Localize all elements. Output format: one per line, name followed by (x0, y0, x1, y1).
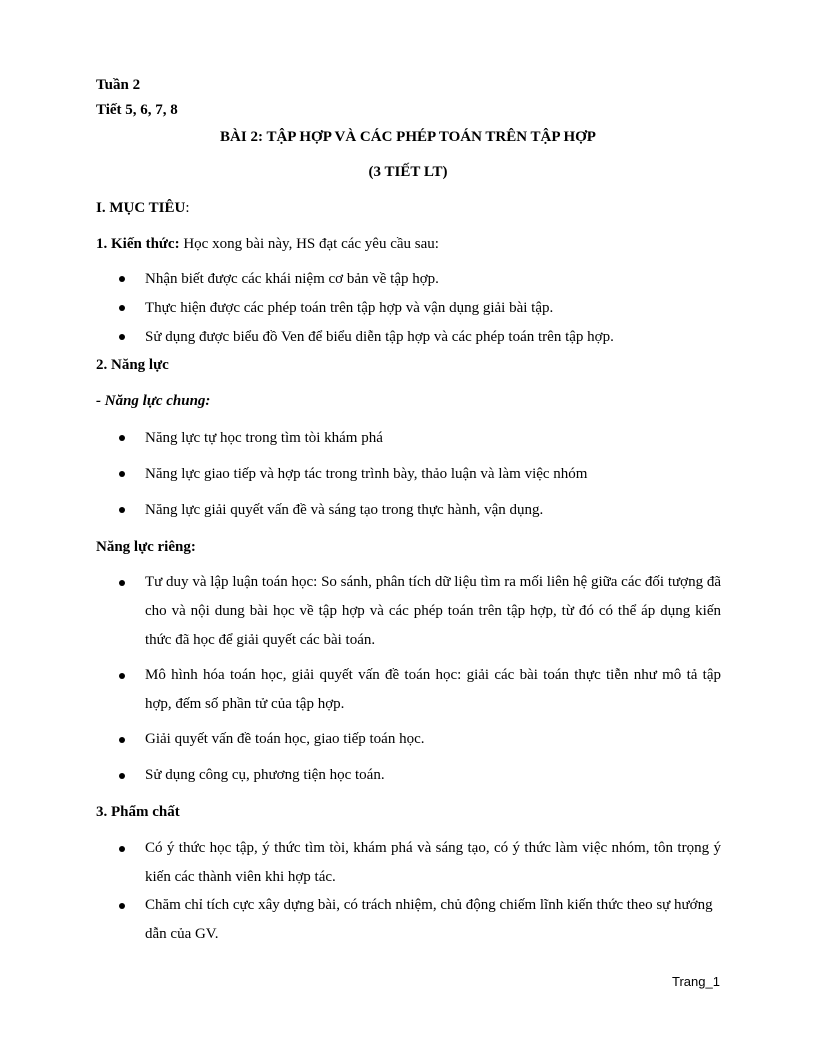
knowledge-label: 1. Kiến thức: (96, 236, 180, 252)
general-competence-item: Năng lực giao tiếp và hợp tác trong trình bày, thảo luận và làm việc nhóm (145, 466, 588, 482)
bullet-icon (119, 435, 125, 441)
objectives-heading (96, 199, 190, 217)
competence-heading: 2. Năng lực (96, 357, 169, 373)
bullet-icon (119, 507, 125, 513)
bullet-icon (119, 737, 125, 743)
knowledge-item: Thực hiện được các phép toán trên tập hợp và vận dụng giải bài tập. (145, 300, 554, 316)
bullet-icon (119, 846, 125, 852)
qualities-heading: 3. Phẩm chất (96, 804, 180, 820)
bullet-icon (119, 673, 125, 679)
bullet-icon (119, 276, 125, 282)
lesson-title: BÀI 2: TẬP HỢP VÀ CÁC PHÉP TOÁN TRÊN TẬP HỢP (220, 129, 596, 145)
objectives-heading-text: I. MỤC TIÊU (96, 200, 186, 216)
bullet-icon (119, 580, 125, 586)
objectives-heading-colon: : (185, 200, 190, 216)
specific-competence-item: Sử dụng công cụ, phương tiện học toán. (145, 767, 385, 783)
general-competence-label: - Năng lực chung: (96, 393, 211, 409)
specific-competence-item: Giải quyết vấn đề toán học, giao tiếp toán học. (145, 731, 425, 747)
knowledge-item: Sử dụng được biểu đồ Ven để biểu diễn tập hợp và các phép toán trên tập hợp. (145, 329, 614, 345)
qualities-item: Chăm chỉ tích cực xây dựng bài, có trách nhiệm, chủ động chiếm lĩnh kiến thức theo sự hướng dẫn của GV. (145, 897, 713, 942)
page-number: Trang_1 (672, 974, 720, 989)
knowledge-line (96, 235, 439, 253)
bullet-icon (119, 903, 125, 909)
knowledge-item: Nhận biết được các khái niệm cơ bản về tập hợp. (145, 271, 439, 287)
specific-competence-item: Tư duy và lập luận toán học: So sánh, phân tích dữ liệu tìm ra mối liên hệ giữa các đối tượng đã cho và nội dung bài học về tập hợp và các phép toán trên tập hợp, từ đó có thể áp dụng kiến thức đã học để giải quyết các bài toán. (145, 574, 721, 648)
bullet-icon (119, 334, 125, 340)
lesson-subtitle: (3 TIẾT LT) (368, 164, 448, 180)
qualities-item: Có ý thức học tập, ý thức tìm tòi, khám phá và sáng tạo, có ý thức làm việc nhóm, tôn trọng ý kiến các thành viên khi hợp tác. (145, 840, 721, 885)
specific-competence-label: Năng lực riêng: (96, 539, 196, 555)
week-label: Tuần 2 (96, 77, 141, 93)
specific-competence-item: Mô hình hóa toán học, giải quyết vấn đề toán học: giải các bài toán thực tiễn như mô tả tập hợp, đếm số phần tử của tập hợp. (145, 667, 721, 712)
bullet-icon (119, 471, 125, 477)
bullet-icon (119, 305, 125, 311)
bullet-icon (119, 773, 125, 779)
general-competence-item: Năng lực tự học trong tìm tòi khám phá (145, 430, 383, 446)
general-competence-item: Năng lực giải quyết vấn đề và sáng tạo trong thực hành, vận dụng. (145, 502, 544, 518)
periods-label: Tiết 5, 6, 7, 8 (96, 102, 178, 118)
knowledge-intro: Học xong bài này, HS đạt các yêu cầu sau: (179, 236, 439, 252)
